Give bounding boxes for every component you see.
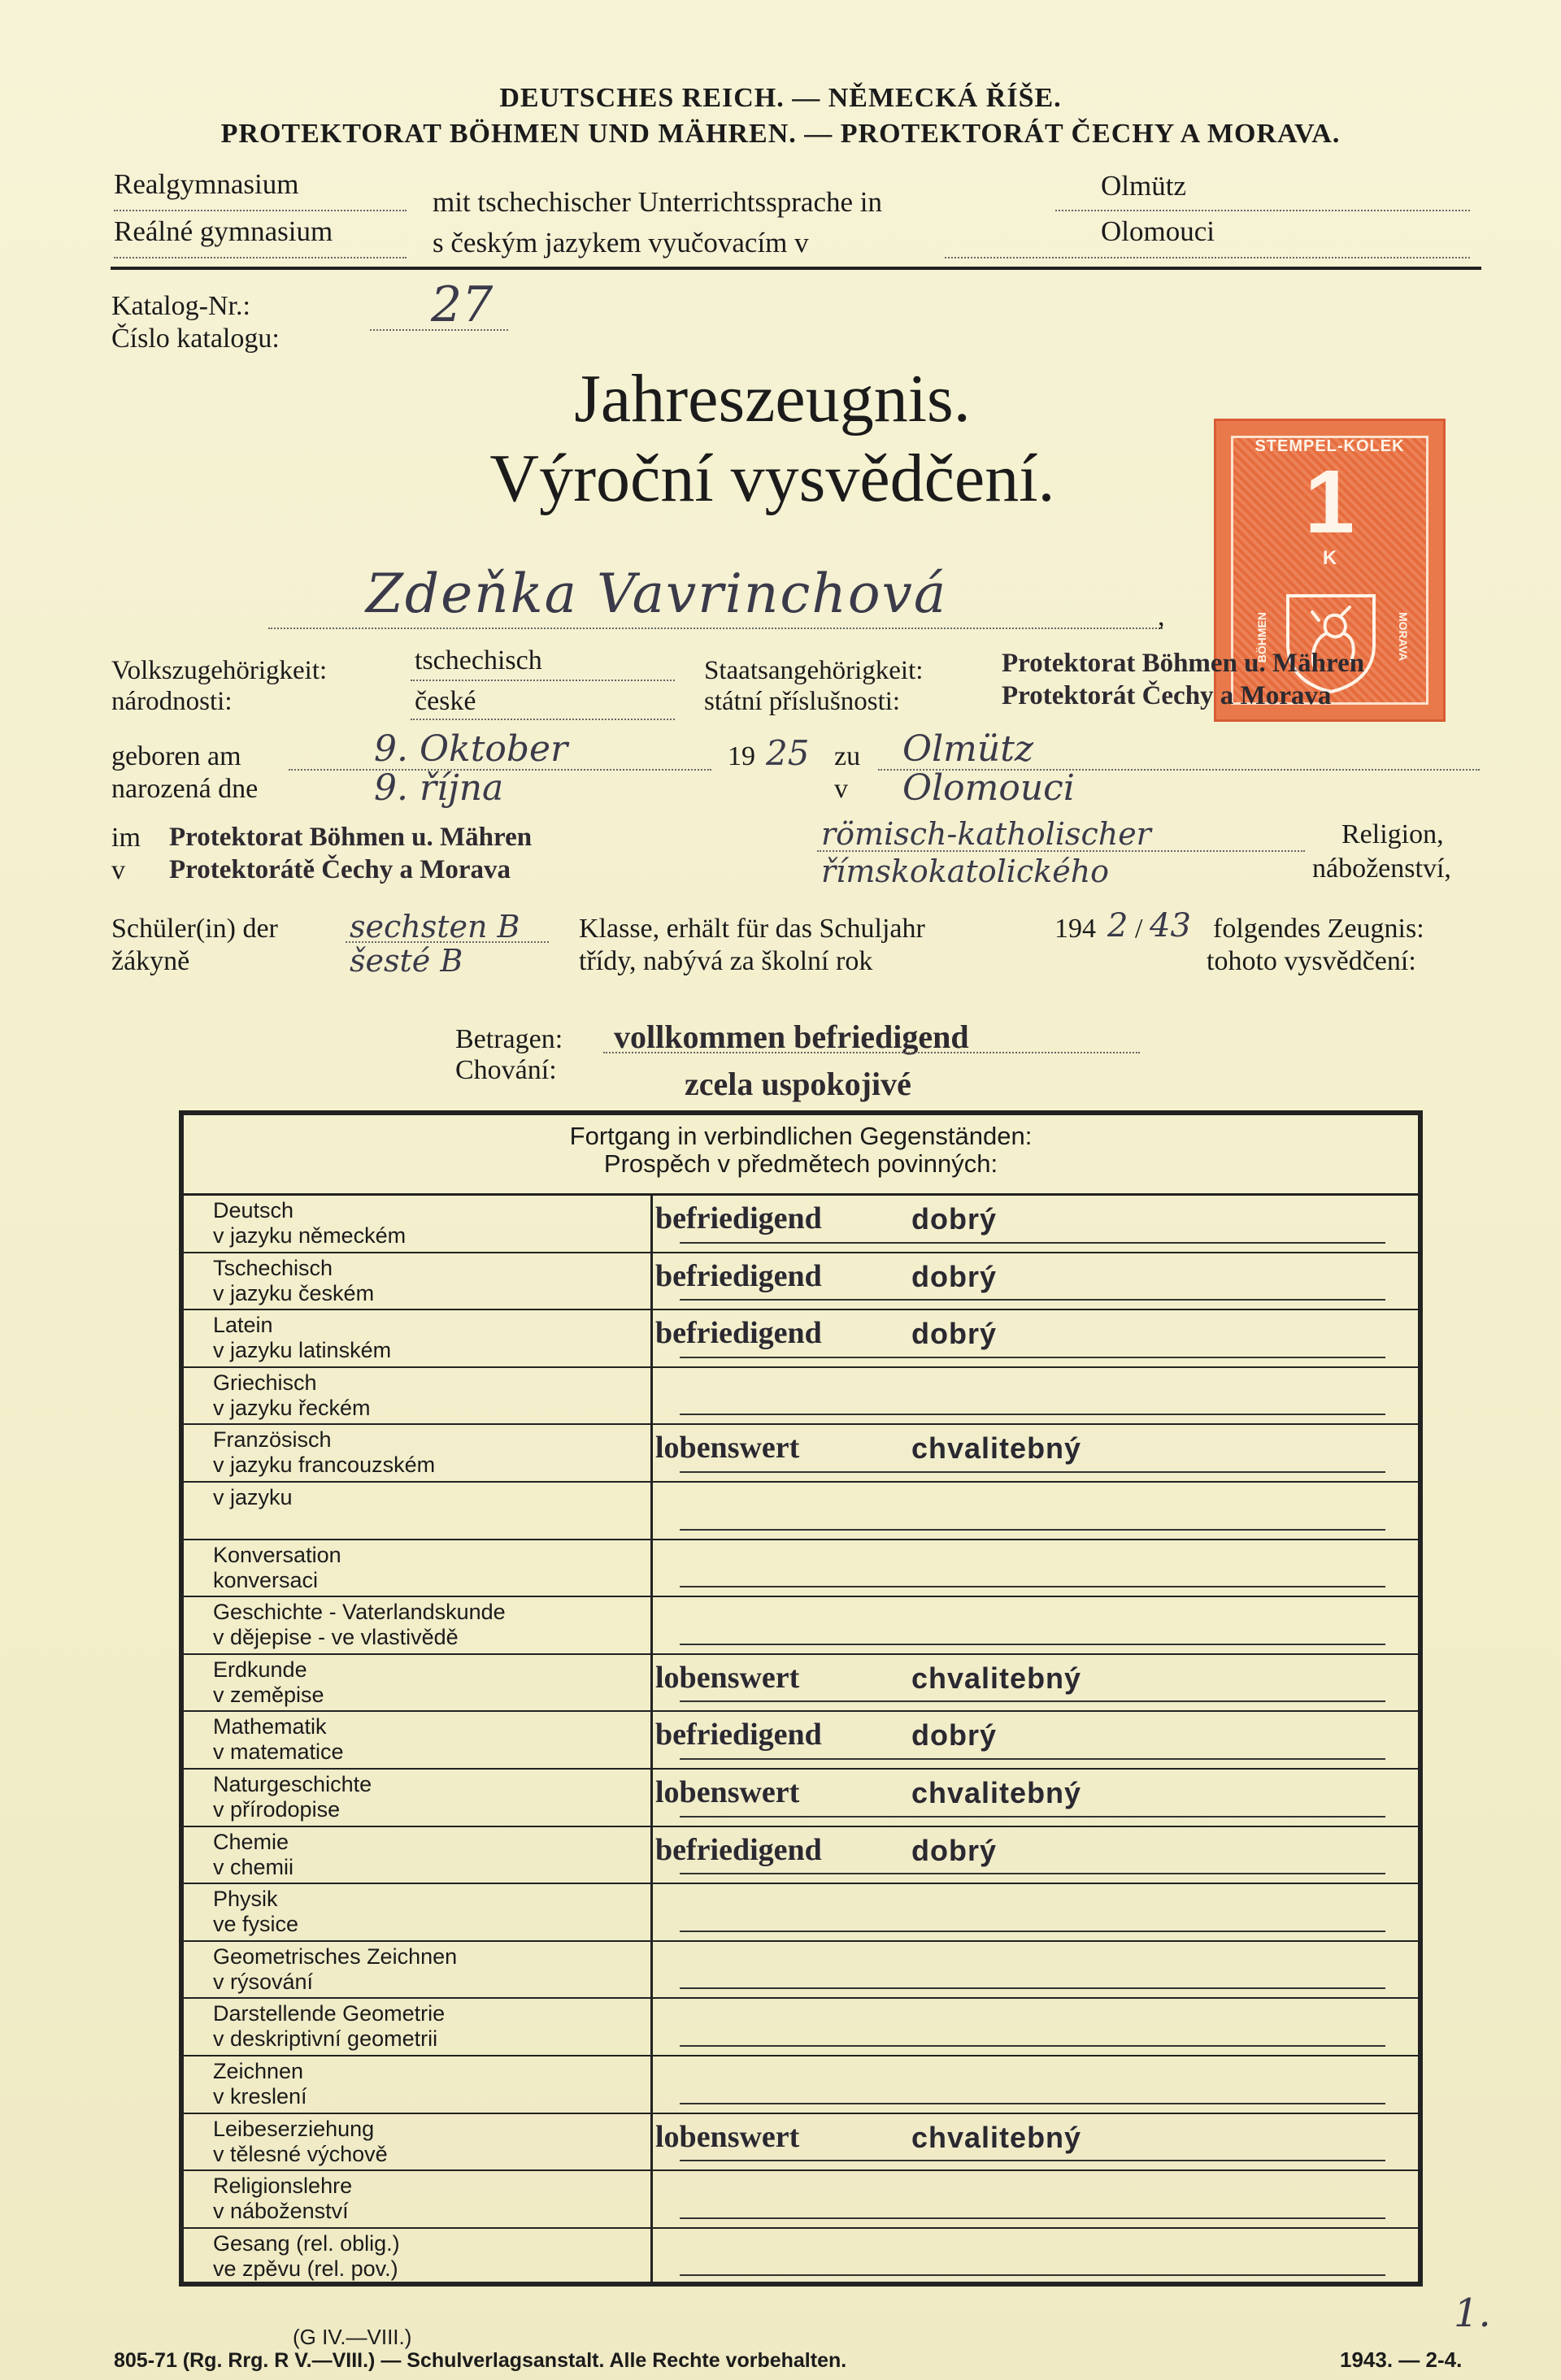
- revenue-stamp-caption: STEMPEL-KOLEK: [1254, 437, 1405, 455]
- conduct-value-cz: zcela uspokojivé: [685, 1066, 911, 1102]
- title-de: Jahreszeugnis.: [574, 361, 971, 436]
- religion-value-cz: římskokatolického: [821, 853, 1110, 889]
- citizenship-value-de: Protektorat Böhmen u. Mähren: [1002, 649, 1365, 678]
- page-mark: 1.: [1454, 2291, 1491, 2336]
- subject-name-de: Geometrisches Zeichnen: [213, 1944, 458, 1969]
- grade-value-cz: chvalitebný: [911, 1661, 1082, 1695]
- subject-name-cz: v jazyku: [213, 1485, 293, 1509]
- residence-in-cz: v: [111, 855, 125, 885]
- religion-label-cz: náboženství,: [1312, 853, 1451, 884]
- conduct-value-de: vollkommen befriedigend: [614, 1018, 969, 1055]
- subject-name-cz: v dějepise - ve vlastivědě: [213, 1625, 459, 1650]
- grade-value-cz: dobrý: [911, 1833, 998, 1867]
- birth-date-cz: 9. října: [374, 767, 504, 809]
- grade-value-cz: chvalitebný: [911, 1776, 1082, 1809]
- school-year-slash: /: [1135, 914, 1143, 944]
- grade-entry-line: [680, 1529, 1385, 1531]
- grade-value-de: befriedigend: [655, 1201, 822, 1236]
- comma-after-name: ,: [1158, 602, 1165, 632]
- subject-name-cz: v rýsování: [213, 1969, 314, 1994]
- grade-value-de: lobenswert: [655, 1431, 800, 1466]
- grade-value-cz: chvalitebný: [911, 1431, 1082, 1466]
- nationality-value-de: tschechisch: [415, 645, 542, 675]
- birth-zu-cz: v: [834, 774, 848, 804]
- subject-name-cz: ve fysice: [213, 1912, 299, 1937]
- table-row: [184, 2229, 1418, 2287]
- subject-name-de: Mathematik: [213, 1714, 327, 1739]
- grade-value-de: lobenswert: [655, 2119, 800, 2154]
- subject-name: [213, 1657, 324, 1708]
- citizenship-label-de: Staatsangehörigkeit:: [704, 656, 924, 685]
- revenue-stamp-side-left: BÖHMEN: [1255, 612, 1268, 663]
- conduct-label-cz: Chování:: [455, 1055, 557, 1085]
- table-row: [184, 1655, 1418, 1713]
- religion-label-de: Religion,: [1341, 819, 1444, 849]
- subject-name-de: Tschechisch: [213, 1255, 333, 1280]
- subject-name: [213, 1600, 506, 1650]
- table-row: [184, 1253, 1418, 1311]
- zeugnis-label-de: folgendes Zeugnis:: [1213, 914, 1424, 944]
- grade-value-cz: dobrý: [911, 1202, 998, 1236]
- subject-name-cz: v jazyku francouzském: [213, 1453, 436, 1478]
- catalog-dotted-line: [370, 329, 508, 331]
- student-name-dotted-line: [268, 628, 1163, 629]
- nationality-dotted-line: [411, 680, 675, 681]
- table-row: [184, 1712, 1418, 1770]
- subject-name: [213, 1714, 344, 1765]
- subject-name: [213, 1830, 294, 1880]
- subject-name-cz: v jazyku německém: [213, 1223, 407, 1248]
- grade-entry-line: [680, 1930, 1385, 1932]
- grade-value-cz: dobrý: [911, 1259, 998, 1293]
- grade-value-cz: chvalitebný: [911, 2120, 1082, 2154]
- subject-name-de: Religionslehre: [213, 2174, 353, 2199]
- subject-name: [213, 2059, 307, 2109]
- subject-name-cz: v jazyku řeckém: [213, 1395, 371, 1420]
- birth-zu-de: zu: [834, 741, 861, 771]
- class-value-de: sechsten B: [350, 909, 520, 945]
- grades-table: [179, 1110, 1423, 2287]
- nationality-label-de: Volkszugehörigkeit:: [111, 656, 328, 685]
- catalog-label-de: Katalog-Nr.:: [111, 291, 250, 321]
- table-row: [184, 1196, 1418, 1253]
- table-row: [184, 1368, 1418, 1426]
- subject-name-de: Leibeserziehung: [213, 2116, 375, 2141]
- grade-value-de: befriedigend: [655, 1718, 822, 1752]
- subject-name-de: Zeichnen: [213, 2059, 304, 2083]
- subject-name-de: Latein: [213, 1313, 273, 1338]
- school-city-cz-dotted-line: [945, 257, 1470, 258]
- birth-date-de: 9. Oktober: [374, 728, 568, 770]
- residence-value-cz: Protektorátě Čechy a Morava: [169, 855, 511, 884]
- pupil-label-de: Schüler(in) der: [111, 914, 278, 944]
- table-row: [184, 1942, 1418, 2000]
- subject-name-de: Darstellende Geometrie: [213, 2001, 446, 2026]
- school-year-prefix: 194: [1054, 914, 1096, 944]
- citizenship-label-cz: státní příslušnosti:: [704, 687, 901, 716]
- school-type-cz-dotted-line: [114, 257, 407, 258]
- catalog-number: 27: [431, 276, 494, 333]
- school-lang-de: mit tschechischer Unterrichtssprache in: [433, 186, 882, 218]
- subject-name-de: Naturgeschichte: [213, 1772, 372, 1796]
- table-row: [184, 1770, 1418, 1827]
- birth-year-suffix: 25: [766, 733, 810, 773]
- table-row: [184, 2171, 1418, 2229]
- school-lang-cz: s českým jazykem vyučovacím v: [433, 227, 809, 258]
- grade-entry-line: [680, 2217, 1385, 2219]
- citizenship-value-cz: Protektorát Čechy a Morava: [1002, 681, 1332, 710]
- subject-name-de: Erdkunde: [213, 1657, 307, 1682]
- grade-entry-line: [680, 1586, 1385, 1587]
- school-year-from: 2: [1107, 907, 1128, 945]
- table-row: [184, 1425, 1418, 1483]
- subject-name-cz: v tělesné výchově: [213, 2141, 388, 2166]
- subject-name: [213, 2231, 400, 2282]
- residence-in-de: im: [111, 823, 141, 853]
- grades-table-header: [184, 1115, 1418, 1196]
- school-year-to: 43: [1150, 907, 1191, 945]
- subject-name: [213, 1313, 391, 1363]
- table-row: [184, 1884, 1418, 1942]
- subject-name-de: Französisch: [213, 1427, 332, 1453]
- school-city-cz: Olomouci: [1101, 215, 1215, 247]
- subject-name-cz: v jazyku latinském: [213, 1338, 392, 1363]
- footer-line-1: (G IV.—VIII.): [293, 2325, 412, 2349]
- subject-name-cz: v jazyku českém: [213, 1280, 375, 1305]
- birth-place-cz: Olomouci: [902, 767, 1075, 809]
- subject-name: [213, 2117, 388, 2167]
- grade-value-cz: dobrý: [911, 1317, 998, 1351]
- birth-place-de: Olmütz: [902, 728, 1034, 770]
- grade-value-de: befriedigend: [655, 1258, 822, 1293]
- nationality-cz-dotted-line: [411, 719, 675, 720]
- header-line-1: DEUTSCHES REICH. — NĚMECKÁ ŘÍŠE.: [499, 83, 1062, 113]
- subject-name: [213, 1944, 457, 1995]
- subject-name-cz: v kreslení: [213, 2084, 307, 2109]
- revenue-stamp-side-right: MORAVA: [1397, 612, 1410, 662]
- school-type-cz: Reálné gymnasium: [114, 215, 333, 247]
- subject-name: [213, 1370, 371, 1421]
- birth-year-prefix: 19: [728, 741, 755, 771]
- table-row: [184, 1310, 1418, 1368]
- subject-name-cz: v přírodopise: [213, 1797, 341, 1822]
- grade-entry-line: [680, 2045, 1385, 2047]
- revenue-stamp-unit: K: [1322, 547, 1337, 569]
- class-text-de: Klasse, erhält für das Schuljahr: [579, 914, 925, 944]
- grade-value-de: lobenswert: [655, 1775, 800, 1809]
- residence-value-de: Protektorat Böhmen u. Mähren: [169, 823, 533, 852]
- class-text-cz: třídy, nabývá za školní rok: [579, 946, 873, 976]
- grade-value-de: befriedigend: [655, 1832, 822, 1867]
- subject-name-de: Griechisch: [213, 1370, 317, 1395]
- subject-name-de: Deutsch: [213, 1198, 294, 1223]
- subject-name-de: Geschichte - Vaterlandskunde: [213, 1600, 506, 1625]
- grade-value-cz: dobrý: [911, 1718, 998, 1752]
- school-type-dotted-line: [114, 210, 407, 211]
- grade-entry-line: [680, 1816, 1385, 1818]
- grade-entry-line: [680, 2103, 1385, 2104]
- grade-entry-line: [680, 1987, 1385, 1989]
- subject-name-de: Physik: [213, 1887, 278, 1912]
- table-row: [184, 1597, 1418, 1655]
- school-city-de: Olmütz: [1101, 170, 1186, 202]
- grade-value-de: befriedigend: [655, 1316, 822, 1351]
- subject-name: [213, 1427, 435, 1478]
- title-cz: Výroční vysvědčení.: [489, 441, 1055, 516]
- grades-header-cz: Prospěch v předmětech povinných:: [603, 1149, 998, 1178]
- catalog-label-cz: Číslo katalogu:: [111, 324, 280, 354]
- header-rule: [111, 267, 1481, 270]
- grade-value-de: lobenswert: [655, 1660, 800, 1695]
- table-row: [184, 1540, 1418, 1598]
- subject-name: [213, 1543, 341, 1593]
- grade-entry-line: [680, 1873, 1385, 1874]
- birth-label-de: geboren am: [111, 741, 241, 771]
- subject-name-cz: v matematice: [213, 1739, 344, 1765]
- grade-entry-line: [680, 1414, 1385, 1415]
- grade-entry-line: [680, 1758, 1385, 1760]
- subject-name: [213, 1256, 374, 1306]
- subject-name: [213, 1772, 372, 1822]
- grade-entry-line: [680, 1471, 1385, 1473]
- grade-entry-line: [680, 2274, 1385, 2276]
- class-value-cz: šesté B: [350, 943, 463, 979]
- subject-name-cz: v náboženství: [213, 2199, 349, 2224]
- grades-header-de: Fortgang in verbindlichen Gegenständen:: [569, 1122, 1033, 1150]
- conduct-dotted-line: [603, 1052, 1140, 1053]
- grade-entry-line: [680, 1299, 1385, 1301]
- header-line-2: PROTEKTORAT BÖHMEN UND MÄHREN. — PROTEKTORÁT ČECHY A MORAVA.: [220, 119, 1341, 149]
- grade-entry-line: [680, 2160, 1385, 2161]
- pupil-label-cz: žákyně: [111, 946, 190, 976]
- table-row: [184, 2114, 1418, 2172]
- subject-name-cz: ve zpěvu (rel. pov.): [213, 2256, 398, 2281]
- subject-name-cz: v deskriptivní geometrii: [213, 2026, 438, 2052]
- table-row: [184, 1483, 1418, 1540]
- school-type-de: Realgymnasium: [114, 168, 299, 200]
- subject-name: [213, 1485, 293, 1510]
- grade-entry-line: [680, 1700, 1385, 1702]
- table-row: [184, 1999, 1418, 2056]
- subject-name-cz: konversaci: [213, 1567, 319, 1592]
- birth-label-cz: narozená dne: [111, 774, 259, 804]
- religion-dotted-line: [817, 850, 1305, 852]
- zeugnis-label-cz: tohoto vysvědčení:: [1207, 946, 1416, 976]
- table-row: [184, 2056, 1418, 2114]
- school-city-dotted-line: [1055, 210, 1470, 211]
- subject-name-de: Gesang (rel. oblig.): [213, 2230, 400, 2256]
- nationality-label-cz: národnosti:: [111, 687, 233, 716]
- subject-name: [213, 2174, 352, 2224]
- student-name: Zdeňka Vavrinchová: [366, 562, 948, 625]
- religion-value-de: römisch-katholischer: [821, 816, 1151, 852]
- footer-date-code: 1943. — 2-4.: [1340, 2347, 1463, 2372]
- subject-name-cz: v chemii: [213, 1854, 294, 1879]
- subject-name-de: Konversation: [213, 1542, 341, 1567]
- conduct-label-de: Betragen:: [455, 1024, 563, 1054]
- subject-name-de: Chemie: [213, 1829, 289, 1854]
- grade-entry-line: [680, 1242, 1385, 1244]
- subject-name-cz: v zeměpise: [213, 1682, 324, 1707]
- subject-name: [213, 1198, 406, 1249]
- revenue-stamp-value: 1: [1304, 452, 1355, 552]
- table-row: [184, 1827, 1418, 1885]
- footer-line-2: 805-71 (Rg. Rrg. R V.—VIII.) — Schulverlagsanstalt. Alle Rechte vorbehalten.: [114, 2349, 847, 2372]
- nationality-value-cz: české: [415, 686, 476, 716]
- grade-entry-line: [680, 1357, 1385, 1358]
- subject-name: [213, 1887, 298, 1937]
- grade-entry-line: [680, 1644, 1385, 1645]
- subject-name: [213, 2001, 445, 2052]
